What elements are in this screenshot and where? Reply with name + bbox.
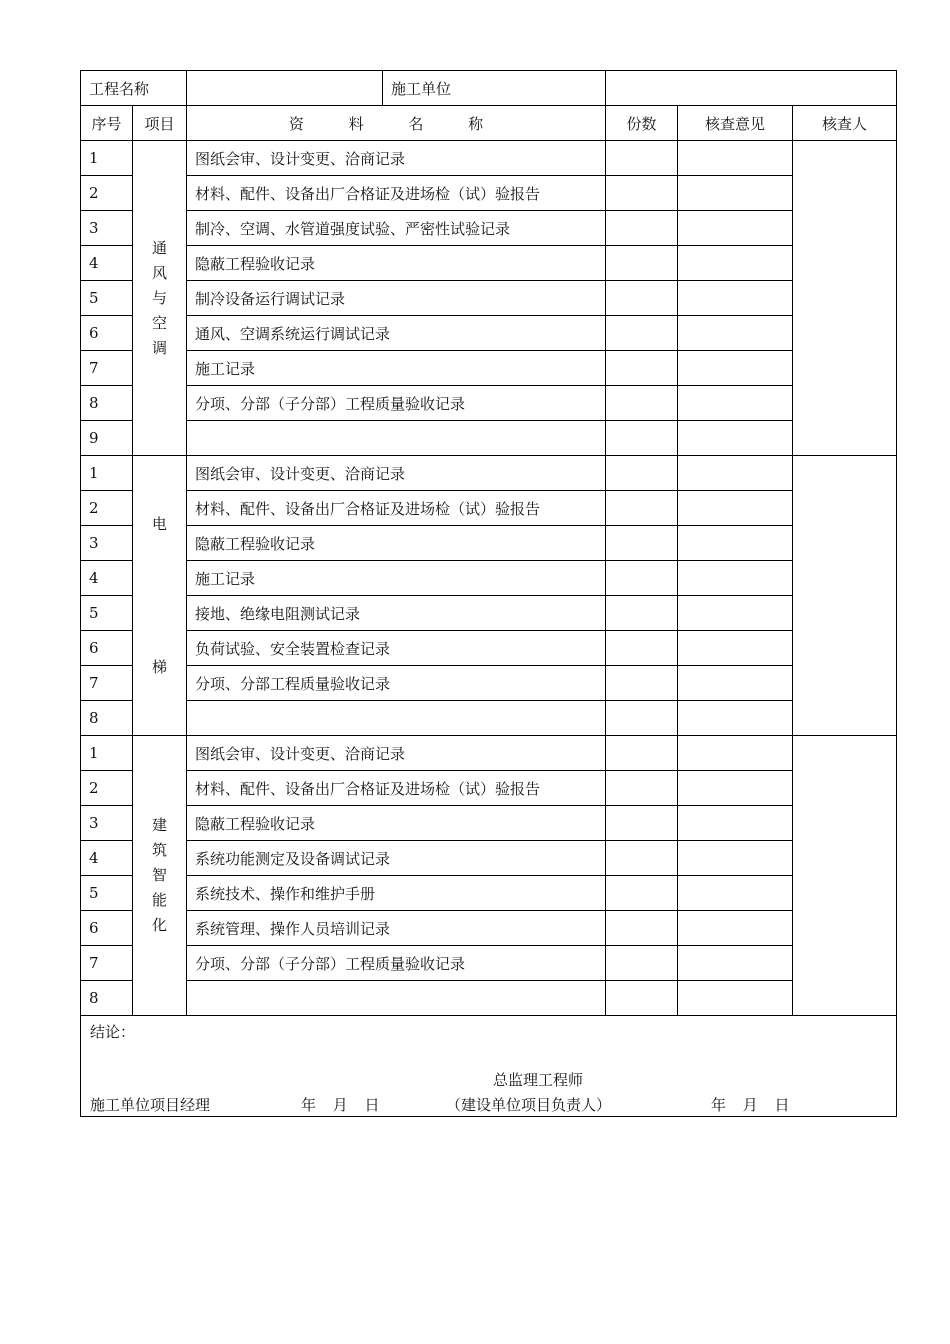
table-row bbox=[81, 841, 897, 876]
copies-cell[interactable] bbox=[606, 386, 678, 421]
document-name bbox=[187, 701, 606, 736]
opinion-cell[interactable] bbox=[678, 631, 793, 666]
table-row bbox=[81, 176, 897, 211]
checklist-document bbox=[80, 70, 896, 1117]
table-row bbox=[81, 526, 897, 561]
opinion-cell[interactable] bbox=[678, 771, 793, 806]
row-number: 3 bbox=[81, 526, 133, 561]
opinion-cell[interactable] bbox=[678, 211, 793, 246]
copies-cell[interactable] bbox=[606, 351, 678, 386]
col-opinion: 核查意见 bbox=[678, 106, 793, 141]
document-name: 材料、配件、设备出厂合格证及进场检（试）验报告 bbox=[187, 176, 606, 211]
col-copies: 份数 bbox=[606, 106, 678, 141]
row-number: 5 bbox=[81, 596, 133, 631]
section-title-bottom: 梯 bbox=[151, 657, 167, 676]
copies-cell[interactable] bbox=[606, 841, 678, 876]
row-number: 7 bbox=[81, 666, 133, 701]
document-name bbox=[187, 981, 606, 1016]
chief-engineer-subtitle: （建设单位项目负责人） bbox=[446, 1096, 612, 1114]
section-title-top: 电 bbox=[151, 514, 167, 533]
row-number: 7 bbox=[81, 351, 133, 386]
row-number: 5 bbox=[81, 281, 133, 316]
row-number: 7 bbox=[81, 946, 133, 981]
document-name: 制冷、空调、水管道强度试验、严密性试验记录 bbox=[187, 211, 606, 246]
table-row bbox=[81, 421, 897, 456]
chief-engineer-title: 总监理工程师 bbox=[493, 1071, 584, 1089]
table-row bbox=[81, 491, 897, 526]
row-number: 8 bbox=[81, 981, 133, 1016]
conclusion-row bbox=[81, 1016, 897, 1117]
opinion-cell[interactable] bbox=[678, 946, 793, 981]
table-row bbox=[81, 561, 897, 596]
opinion-cell[interactable] bbox=[678, 876, 793, 911]
document-name: 接地、绝缘电阻测试记录 bbox=[187, 596, 606, 631]
row-number: 3 bbox=[81, 211, 133, 246]
row-number: 5 bbox=[81, 876, 133, 911]
row-number: 8 bbox=[81, 386, 133, 421]
opinion-cell[interactable] bbox=[678, 666, 793, 701]
document-name: 隐蔽工程验收记录 bbox=[187, 246, 606, 281]
section-title bbox=[133, 141, 187, 456]
table-row bbox=[81, 211, 897, 246]
copies-cell[interactable] bbox=[606, 911, 678, 946]
row-number: 4 bbox=[81, 246, 133, 281]
opinion-cell[interactable] bbox=[678, 246, 793, 281]
copies-cell[interactable] bbox=[606, 246, 678, 281]
project-name-field[interactable] bbox=[187, 71, 383, 106]
contractor-label: 施工单位 bbox=[383, 71, 606, 106]
section-title bbox=[133, 736, 187, 1016]
table-row bbox=[81, 596, 897, 631]
opinion-cell[interactable] bbox=[678, 701, 793, 736]
table-row bbox=[81, 281, 897, 316]
document-name: 系统管理、操作人员培训记录 bbox=[187, 911, 606, 946]
row-number: 4 bbox=[81, 561, 133, 596]
opinion-cell[interactable] bbox=[678, 281, 793, 316]
copies-cell[interactable] bbox=[606, 316, 678, 351]
copies-cell[interactable] bbox=[606, 141, 678, 176]
copies-cell[interactable] bbox=[606, 981, 678, 1016]
col-seq: 序号 bbox=[81, 106, 133, 141]
opinion-cell[interactable] bbox=[678, 841, 793, 876]
section-title-text: 建筑智能化 bbox=[151, 816, 167, 934]
row-number: 2 bbox=[81, 771, 133, 806]
table-row bbox=[81, 316, 897, 351]
project-manager-date[interactable]: 年 月 日 bbox=[301, 1096, 380, 1114]
document-name: 隐蔽工程验收记录 bbox=[187, 806, 606, 841]
row-number: 6 bbox=[81, 316, 133, 351]
document-name: 图纸会审、设计变更、洽商记录 bbox=[187, 141, 606, 176]
document-name: 制冷设备运行调试记录 bbox=[187, 281, 606, 316]
copies-cell[interactable] bbox=[606, 736, 678, 771]
table-row bbox=[81, 141, 897, 176]
document-name: 施工记录 bbox=[187, 561, 606, 596]
opinion-cell[interactable] bbox=[678, 491, 793, 526]
table-row bbox=[81, 981, 897, 1016]
table-row bbox=[81, 456, 897, 491]
copies-cell[interactable] bbox=[606, 456, 678, 491]
table-row bbox=[81, 946, 897, 981]
document-name: 图纸会审、设计变更、洽商记录 bbox=[187, 456, 606, 491]
document-name: 系统技术、操作和维护手册 bbox=[187, 876, 606, 911]
document-name: 通风、空调系统运行调试记录 bbox=[187, 316, 606, 351]
opinion-cell[interactable] bbox=[678, 806, 793, 841]
project-manager-label: 施工单位项目经理 bbox=[90, 1096, 211, 1114]
opinion-cell[interactable] bbox=[678, 596, 793, 631]
opinion-cell[interactable] bbox=[678, 421, 793, 456]
copies-cell[interactable] bbox=[606, 561, 678, 596]
copies-cell[interactable] bbox=[606, 596, 678, 631]
document-name bbox=[187, 421, 606, 456]
table-row bbox=[81, 386, 897, 421]
col-item: 项目 bbox=[133, 106, 187, 141]
row-number: 2 bbox=[81, 176, 133, 211]
table-row bbox=[81, 911, 897, 946]
conclusion-label: 结论： bbox=[90, 1023, 136, 1041]
table-row bbox=[81, 246, 897, 281]
table-row bbox=[81, 701, 897, 736]
copies-cell[interactable] bbox=[606, 771, 678, 806]
document-name: 材料、配件、设备出厂合格证及进场检（试）验报告 bbox=[187, 491, 606, 526]
row-number: 9 bbox=[81, 421, 133, 456]
row-number: 1 bbox=[81, 141, 133, 176]
row-number: 6 bbox=[81, 631, 133, 666]
table-row bbox=[81, 351, 897, 386]
section-title bbox=[133, 456, 187, 736]
copies-cell[interactable] bbox=[606, 701, 678, 736]
row-number: 1 bbox=[81, 456, 133, 491]
document-name: 分项、分部（子分部）工程质量验收记录 bbox=[187, 946, 606, 981]
copies-cell[interactable] bbox=[606, 946, 678, 981]
copies-cell[interactable] bbox=[606, 281, 678, 316]
opinion-cell[interactable] bbox=[678, 911, 793, 946]
checklist-table bbox=[80, 70, 897, 1117]
document-name: 图纸会审、设计变更、洽商记录 bbox=[187, 736, 606, 771]
copies-cell[interactable] bbox=[606, 526, 678, 561]
contractor-field[interactable] bbox=[606, 71, 897, 106]
opinion-cell[interactable] bbox=[678, 176, 793, 211]
copies-cell[interactable] bbox=[606, 631, 678, 666]
opinion-cell[interactable] bbox=[678, 456, 793, 491]
table-row bbox=[81, 631, 897, 666]
table-row bbox=[81, 736, 897, 771]
col-checker: 核查人 bbox=[793, 106, 897, 141]
conclusion-cell bbox=[81, 1016, 897, 1117]
table-row bbox=[81, 666, 897, 701]
document-name: 负荷试验、安全装置检查记录 bbox=[187, 631, 606, 666]
document-name: 分项、分部（子分部）工程质量验收记录 bbox=[187, 386, 606, 421]
copies-cell[interactable] bbox=[606, 666, 678, 701]
column-header-row bbox=[81, 106, 897, 141]
table-row bbox=[81, 771, 897, 806]
checker-cell[interactable] bbox=[793, 736, 897, 1016]
opinion-cell[interactable] bbox=[678, 561, 793, 596]
copies-cell[interactable] bbox=[606, 806, 678, 841]
row-number: 6 bbox=[81, 911, 133, 946]
opinion-cell[interactable] bbox=[678, 736, 793, 771]
copies-cell[interactable] bbox=[606, 876, 678, 911]
checker-cell[interactable] bbox=[793, 141, 897, 456]
opinion-cell[interactable] bbox=[678, 981, 793, 1016]
document-name: 材料、配件、设备出厂合格证及进场检（试）验报告 bbox=[187, 771, 606, 806]
document-name: 隐蔽工程验收记录 bbox=[187, 526, 606, 561]
copies-cell[interactable] bbox=[606, 421, 678, 456]
project-name-label: 工程名称 bbox=[81, 71, 187, 106]
row-number: 3 bbox=[81, 806, 133, 841]
checker-cell[interactable] bbox=[793, 456, 897, 736]
row-number: 2 bbox=[81, 491, 133, 526]
table-row bbox=[81, 806, 897, 841]
opinion-cell[interactable] bbox=[678, 351, 793, 386]
table-row bbox=[81, 876, 897, 911]
copies-cell[interactable] bbox=[606, 491, 678, 526]
opinion-cell[interactable] bbox=[678, 316, 793, 351]
header-row bbox=[81, 71, 897, 106]
row-number: 8 bbox=[81, 701, 133, 736]
document-name: 系统功能测定及设备调试记录 bbox=[187, 841, 606, 876]
chief-engineer-date[interactable]: 年 月 日 bbox=[711, 1096, 790, 1114]
opinion-cell[interactable] bbox=[678, 141, 793, 176]
document-name: 分项、分部工程质量验收记录 bbox=[187, 666, 606, 701]
document-name: 施工记录 bbox=[187, 351, 606, 386]
row-number: 1 bbox=[81, 736, 133, 771]
col-name: 资 料 名 称 bbox=[187, 106, 606, 141]
opinion-cell[interactable] bbox=[678, 526, 793, 561]
copies-cell[interactable] bbox=[606, 176, 678, 211]
row-number: 4 bbox=[81, 841, 133, 876]
opinion-cell[interactable] bbox=[678, 386, 793, 421]
section-title-text: 通风与空调 bbox=[151, 238, 167, 357]
copies-cell[interactable] bbox=[606, 211, 678, 246]
